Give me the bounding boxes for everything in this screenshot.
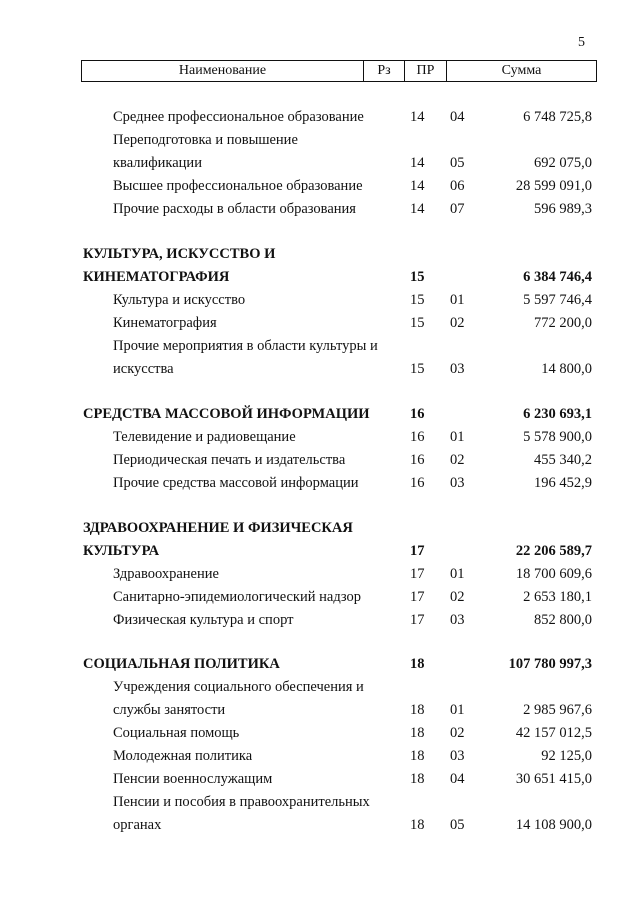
row-sum: 5 597 746,4 <box>523 292 592 308</box>
table-row <box>0 563 640 585</box>
row-name: Социальная помощь <box>113 725 240 741</box>
table-row <box>0 175 640 197</box>
row-name: Периодическая печать и издательства <box>113 452 346 468</box>
row-name: Физическая культура и спорт <box>113 612 294 628</box>
row-pr: 02 <box>450 452 465 468</box>
row-name: Переподготовка и повышение <box>113 132 298 148</box>
row-pr: 03 <box>450 748 465 764</box>
row-sum: 22 206 589,7 <box>515 543 592 559</box>
table-row <box>0 609 640 631</box>
table-row <box>0 289 640 311</box>
row-pr: 01 <box>450 429 465 445</box>
row-rz: 15 <box>410 361 425 377</box>
header-name: Наименование <box>82 61 364 82</box>
row-name: СОЦИАЛЬНАЯ ПОЛИТИКА <box>83 656 280 672</box>
table-row <box>0 198 640 220</box>
row-rz: 18 <box>410 725 425 741</box>
row-name: Пенсии военнослужащим <box>113 771 273 787</box>
row-rz: 18 <box>410 771 425 787</box>
row-pr: 03 <box>450 475 465 491</box>
header-rz: Рз <box>364 61 405 82</box>
table-row <box>0 449 640 471</box>
section-row <box>0 243 640 265</box>
row-rz: 17 <box>410 566 425 582</box>
row-rz: 14 <box>410 178 425 194</box>
row-sum: 14 108 900,0 <box>515 817 592 833</box>
row-pr: 05 <box>450 155 465 171</box>
row-pr: 02 <box>450 589 465 605</box>
row-sum: 28 599 091,0 <box>515 178 592 194</box>
row-pr: 01 <box>450 566 465 582</box>
row-name: Учреждения социального обеспечения и <box>113 679 364 695</box>
row-pr: 07 <box>450 201 465 217</box>
row-sum: 852 800,0 <box>534 612 592 628</box>
row-rz: 15 <box>410 292 425 308</box>
row-rz: 14 <box>410 109 425 125</box>
row-pr: 01 <box>450 702 465 718</box>
row-name: КУЛЬТУРА, ИСКУССТВО И <box>83 246 276 262</box>
row-name: квалификации <box>113 155 202 171</box>
row-rz: 14 <box>410 201 425 217</box>
row-pr: 04 <box>450 109 465 125</box>
row-rz: 16 <box>410 406 425 422</box>
row-name: Высшее профессиональное образование <box>113 178 363 194</box>
row-name: КУЛЬТУРА <box>83 543 160 559</box>
row-rz: 18 <box>410 817 425 833</box>
table-row <box>0 722 640 744</box>
table-row <box>0 586 640 608</box>
row-sum: 596 989,3 <box>534 201 592 217</box>
row-name: Телевидение и радиовещание <box>113 429 296 445</box>
row-name: ЗДРАВООХРАНЕНИЕ И ФИЗИЧЕСКАЯ <box>83 520 353 536</box>
table-row <box>0 335 640 357</box>
table-row <box>0 106 640 128</box>
row-sum: 30 651 415,0 <box>515 771 592 787</box>
row-sum: 42 157 012,5 <box>515 725 592 741</box>
row-name: Прочие средства массовой информации <box>113 475 359 491</box>
row-rz: 14 <box>410 155 425 171</box>
table-row <box>0 699 640 721</box>
row-name: Культура и искусство <box>113 292 246 308</box>
table-row <box>0 676 640 698</box>
row-pr: 03 <box>450 361 465 377</box>
header-sum: Сумма <box>447 61 597 82</box>
row-rz: 17 <box>410 589 425 605</box>
table-row <box>0 472 640 494</box>
row-name: службы занятости <box>113 702 226 718</box>
row-rz: 18 <box>410 656 425 672</box>
row-pr: 03 <box>450 612 465 628</box>
row-sum: 6 748 725,8 <box>523 109 592 125</box>
row-rz: 16 <box>410 475 425 491</box>
table-row <box>0 152 640 174</box>
row-rz: 18 <box>410 748 425 764</box>
row-sum: 5 578 900,0 <box>523 429 592 445</box>
page-number: 5 <box>578 35 585 50</box>
section-row <box>0 540 640 562</box>
row-pr: 01 <box>450 292 465 308</box>
row-pr: 02 <box>450 725 465 741</box>
table-row <box>0 129 640 151</box>
section-row <box>0 403 640 425</box>
table-row <box>0 768 640 790</box>
table-row <box>0 426 640 448</box>
row-name: органах <box>113 817 162 833</box>
section-row <box>0 266 640 288</box>
row-name: Молодежная политика <box>113 748 253 764</box>
table-row <box>0 312 640 334</box>
row-sum: 196 452,9 <box>534 475 592 491</box>
row-name: Среднее профессиональное образование <box>113 109 364 125</box>
row-sum: 14 800,0 <box>541 361 592 377</box>
table-row <box>0 814 640 836</box>
row-sum: 772 200,0 <box>534 315 592 331</box>
row-name: Санитарно-эпидемиологический надзор <box>113 589 362 605</box>
table-row <box>0 745 640 767</box>
row-rz: 17 <box>410 612 425 628</box>
row-sum: 692 075,0 <box>534 155 592 171</box>
row-name: КИНЕМАТОГРАФИЯ <box>83 269 230 285</box>
row-sum: 2 985 967,6 <box>523 702 592 718</box>
row-name: Здравоохранение <box>113 566 219 582</box>
row-rz: 16 <box>410 452 425 468</box>
row-pr: 04 <box>450 771 465 787</box>
row-name: СРЕДСТВА МАССОВОЙ ИНФОРМАЦИИ <box>83 406 370 422</box>
header-pr: ПР <box>405 61 447 82</box>
row-sum: 92 125,0 <box>541 748 592 764</box>
row-sum: 107 780 997,3 <box>508 656 592 672</box>
table-row <box>0 358 640 380</box>
row-rz: 15 <box>410 315 425 331</box>
row-rz: 17 <box>410 543 425 559</box>
row-sum: 2 653 180,1 <box>523 589 592 605</box>
row-name: Прочие расходы в области образования <box>113 201 356 217</box>
table-row <box>0 791 640 813</box>
row-sum: 455 340,2 <box>534 452 592 468</box>
row-name: Пенсии и пособия в правоохранительных <box>113 794 370 810</box>
row-pr: 05 <box>450 817 465 833</box>
row-sum: 18 700 609,6 <box>515 566 592 582</box>
row-name: Кинематография <box>113 315 217 331</box>
row-sum: 6 230 693,1 <box>523 406 592 422</box>
section-row <box>0 653 640 675</box>
row-sum: 6 384 746,4 <box>523 269 592 285</box>
row-rz: 18 <box>410 702 425 718</box>
row-rz: 15 <box>410 269 425 285</box>
row-name: Прочие мероприятия в области культуры и <box>113 338 378 354</box>
row-pr: 06 <box>450 178 465 194</box>
row-rz: 16 <box>410 429 425 445</box>
row-name: искусства <box>113 361 174 377</box>
section-row <box>0 517 640 539</box>
row-pr: 02 <box>450 315 465 331</box>
